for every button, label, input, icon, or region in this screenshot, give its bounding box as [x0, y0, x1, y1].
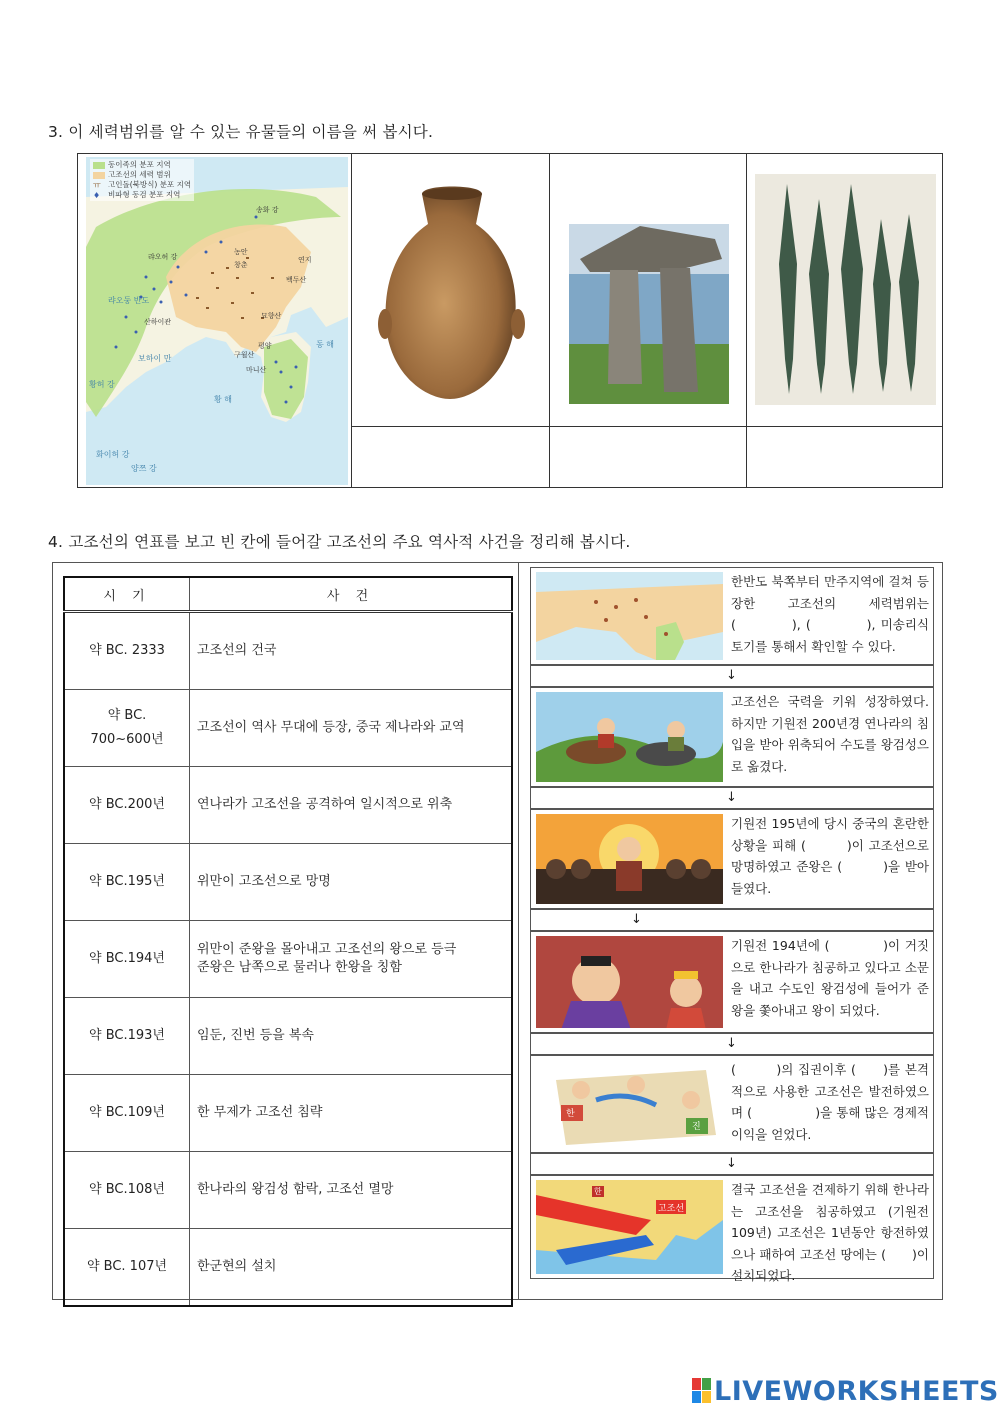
- map-label: 보하이 만: [138, 354, 172, 363]
- story-text: 한반도 북쪽부터 만주지역에 걸쳐 등장한 고조선의 세력범위는 ( ), ( ), 미송리식 토기를 통해서 확인할 수 있다.: [731, 574, 929, 654]
- map-drawing: [86, 157, 348, 485]
- event-cell: 한나라의 왕검성 함락, 고조선 멸망: [190, 1152, 513, 1229]
- down-arrow-icon: ↓: [726, 790, 737, 805]
- story-panel-wiman-exile: [530, 809, 934, 909]
- event-cell: 위만이 고조선으로 망명: [190, 844, 513, 921]
- event-cell: 한 무제가 고조선 침략: [190, 1075, 513, 1152]
- question-3-title: 3. 이 세력범위를 알 수 있는 유물들의 이름을 써 봅시다.: [48, 123, 434, 141]
- arrow-row: [530, 665, 934, 687]
- story-panel-trade: [530, 1055, 934, 1153]
- arrow-row: [530, 1153, 934, 1175]
- map-label: 평양: [258, 342, 272, 350]
- map-label: 랴오허 강: [148, 253, 178, 261]
- story-text: 결국 고조선을 견제하기 위해 한나라는 고조선을 침공하였고 (기원전 109년) 고조선은 1년동안 항전하였으나 패하여 고조선 땅에는 ( )이 설치되었다.: [731, 1182, 929, 1283]
- bronze-dagger-photo: [747, 154, 944, 426]
- period-cell: 약 BC. 2333: [64, 612, 190, 690]
- story-text: 기원전 195년에 당시 중국의 혼란한 상황을 피해 ( )이 고조선으로 망명하였고 준왕은 ( )을 받아들였다.: [731, 816, 929, 896]
- map-label: 송화 강: [256, 206, 279, 214]
- flag-label: 한: [566, 1109, 575, 1119]
- gojoseon-range-map: [86, 157, 348, 485]
- map-label: 양쯔 강: [131, 464, 157, 473]
- legend-item: 고조선의 세력 범위: [108, 170, 171, 179]
- story-panel-wiman-king: [530, 931, 934, 1033]
- story-panel-range: [530, 567, 934, 665]
- header-event: 사 건: [190, 577, 513, 612]
- map-label: 랴오둥 반도: [108, 296, 150, 305]
- story-panel-fall: [530, 1175, 934, 1283]
- story-text: 기원전 194년에 ( )이 거짓으로 한나라가 침공하고 있다고 소문을 내고 수도인 왕검성에 들어가 준왕을 쫓아내고 왕이 되었다.: [731, 938, 929, 1018]
- flag-label: 한: [594, 1187, 602, 1196]
- event-cell: 고조선의 건국: [190, 612, 513, 690]
- event-cell: 위만이 준왕을 몰아내고 고조선의 왕으로 등극 준왕은 남쪽으로 물러나 한왕을 칭함: [190, 921, 513, 998]
- table-row: [64, 612, 512, 690]
- brand-text: LIVEWORKSHEETS: [714, 1376, 999, 1407]
- map-label: 마니산: [246, 366, 267, 374]
- table-row: [64, 767, 512, 844]
- wiman-army-illustration: [536, 814, 723, 904]
- period-cell: 약 BC.109년: [64, 1075, 190, 1152]
- map-label: 연지: [298, 256, 312, 264]
- live-badge-icon: [692, 1378, 712, 1404]
- table-row: [64, 1229, 512, 1307]
- period-cell: 약 BC.195년: [64, 844, 190, 921]
- legend-item: 비파형 동검 분포 지역: [108, 190, 181, 199]
- period-cell: 약 BC. 700~600년: [64, 690, 190, 767]
- map-label: 산하이관: [144, 318, 172, 326]
- period-cell: 약 BC. 107년: [64, 1229, 190, 1307]
- header-period: 시 기: [64, 577, 190, 612]
- arrow-row: [530, 787, 934, 809]
- trade-illustration: [536, 1060, 723, 1148]
- down-arrow-icon: ↓: [726, 1036, 737, 1051]
- down-arrow-icon: ↓: [726, 668, 737, 683]
- map-label: 백두산: [286, 276, 307, 284]
- down-arrow-icon: ↓: [726, 1156, 737, 1171]
- map-illustration: [536, 572, 723, 660]
- wiman-king-illustration: [536, 936, 723, 1028]
- flag-label: 고조선: [658, 1204, 685, 1214]
- dolmen-photo: [550, 154, 746, 426]
- arrow-row: [530, 909, 934, 931]
- map-label: 구월산: [234, 351, 255, 359]
- cavalry-illustration: [536, 692, 723, 782]
- story-text: 고조선은 국력을 키워 성장하였다. 하지만 기원전 200년경 연나라의 침입을 받아 위축되어 수도를 왕검성으로 옮겼다.: [731, 694, 929, 774]
- pottery-photo: [352, 154, 549, 426]
- story-panel-yan: [530, 687, 934, 787]
- event-cell: 고조선이 역사 무대에 등장, 중국 제나라와 교역: [190, 690, 513, 767]
- map-label: 묘향산: [261, 312, 282, 320]
- liveworksheets-logo: [692, 1376, 999, 1407]
- timeline-table: [63, 576, 513, 1307]
- event-cell: 한군현의 설치: [190, 1229, 513, 1307]
- table-row: [64, 1075, 512, 1152]
- legend-item: 고인돌(북방식) 분포 지역: [108, 180, 192, 189]
- period-cell: 약 BC.108년: [64, 1152, 190, 1229]
- question-4-title: 4. 고조선의 연표를 보고 빈 칸에 들어갈 고조선의 주요 역사적 사건을 정리해 봅시다.: [48, 533, 631, 551]
- period-cell: 약 BC.193년: [64, 998, 190, 1075]
- box-divider: [518, 563, 519, 1299]
- down-arrow-icon: ↓: [631, 912, 642, 927]
- legend-item: 동이족의 분포 지역: [108, 160, 171, 169]
- table-row: [64, 998, 512, 1075]
- flag-label: 진: [692, 1122, 701, 1132]
- story-text: ( )의 집권이후 ( )를 본격적으로 사용한 고조선은 발전하였으며 ( )을 통해 많은 경제적 이익을 얻었다.: [731, 1062, 929, 1142]
- grid-divider: [351, 426, 942, 427]
- map-legend: 동이족의 분포 지역 고조선의 세력 범위 ㅠ 고인돌(북방식) 분포 지역 ♦ 비파형 동검 분포 지역: [90, 159, 194, 201]
- event-cell: 연나라가 고조선을 공격하여 일시적으로 위축: [190, 767, 513, 844]
- map-label: 동 해: [316, 340, 334, 349]
- arrow-row: [530, 1033, 934, 1055]
- table-row: [64, 690, 512, 767]
- artifact-grid: [77, 153, 943, 488]
- han-invasion-illustration: [536, 1180, 723, 1274]
- table-row: [64, 1152, 512, 1229]
- period-cell: 약 BC.200년: [64, 767, 190, 844]
- map-label: 황 해: [214, 395, 232, 404]
- map-label: 농안: [234, 248, 248, 256]
- map-label: 황허 강: [89, 380, 115, 389]
- map-label: 창춘: [234, 261, 248, 269]
- table-row: [64, 921, 512, 998]
- table-row: [64, 844, 512, 921]
- event-cell: 임둔, 진번 등을 복속: [190, 998, 513, 1075]
- timeline-box: [52, 562, 943, 1300]
- map-label: 화이허 강: [96, 450, 130, 459]
- period-cell: 약 BC.194년: [64, 921, 190, 998]
